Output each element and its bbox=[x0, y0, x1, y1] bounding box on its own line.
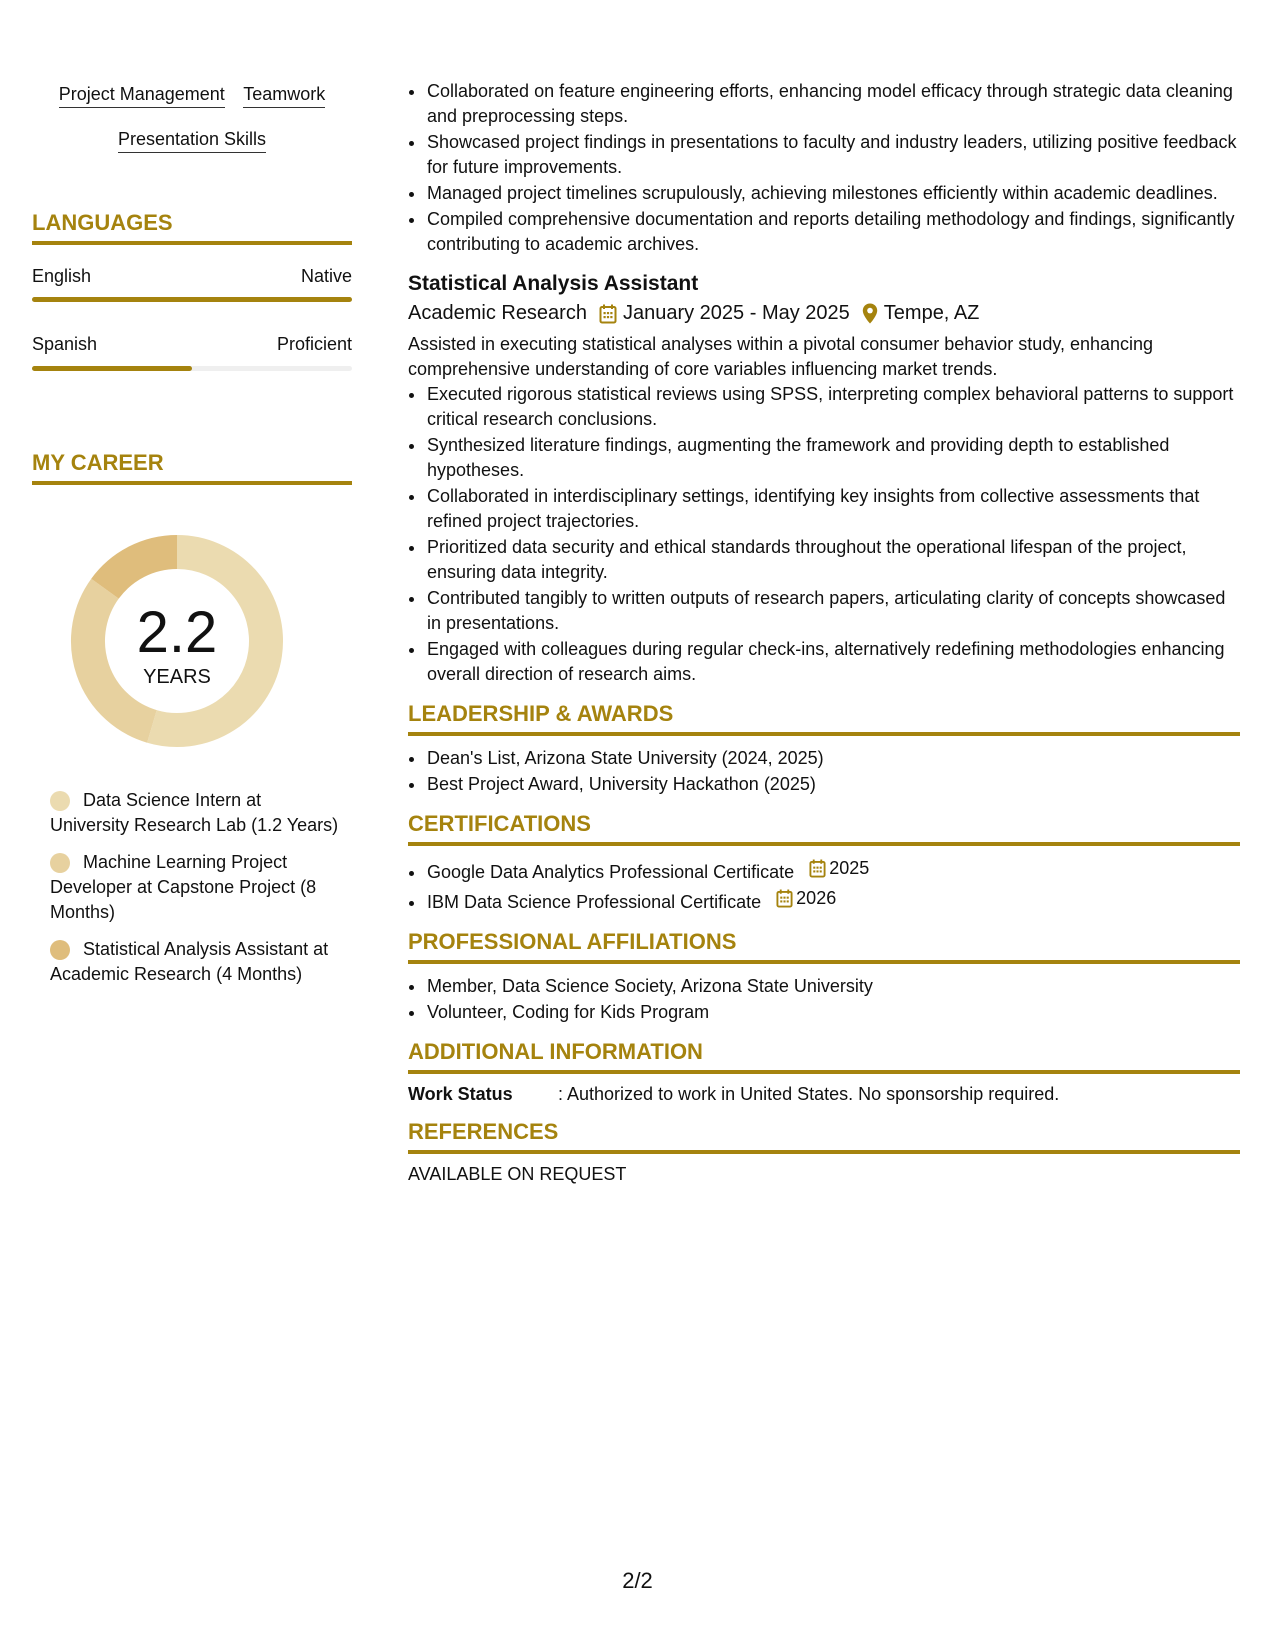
bullet-item: • Prioritized data security and ethical standards throughout the operational lifespan of the project, ensuring data integrity. bbox=[426, 535, 1240, 585]
career-legend-item bbox=[50, 850, 340, 925]
bullet-item: • Managed project timelines scrupulously, achieving milestones efficiently within academic deadlines. bbox=[426, 181, 1240, 206]
calendar-icon bbox=[809, 859, 826, 878]
references-heading: REFERENCES bbox=[408, 1119, 1240, 1154]
legend-dot bbox=[50, 853, 70, 873]
career-donut-chart bbox=[64, 528, 290, 754]
job-location: Tempe, AZ bbox=[883, 302, 980, 324]
career-heading: MY CAREER bbox=[32, 450, 352, 485]
certification-item bbox=[426, 856, 1240, 885]
certifications-heading: CERTIFICATIONS bbox=[408, 811, 1240, 846]
legend-dot bbox=[50, 940, 70, 960]
skill-tag: Project Management bbox=[59, 84, 225, 108]
work-status-row bbox=[408, 1084, 1240, 1105]
previous-job-bullets bbox=[408, 79, 1240, 257]
languages-heading: LANGUAGES bbox=[32, 210, 352, 245]
job-title: Statistical Analysis Assistant bbox=[408, 272, 699, 295]
bullet-item: • Compiled comprehensive documentation and reports detailing methodology and findings, significantly contributing to academic archives. bbox=[426, 207, 1240, 257]
job-company: Academic Research bbox=[408, 302, 587, 324]
job-bullets bbox=[408, 382, 1240, 687]
leadership-list bbox=[408, 746, 1240, 797]
skills-row-2 bbox=[32, 129, 352, 153]
career-legend-label: Statistical Analysis Assistant at Academic Research (4 Months) bbox=[50, 939, 329, 984]
career-legend-item bbox=[50, 937, 340, 987]
affiliations-heading: PROFESSIONAL AFFILIATIONS bbox=[408, 929, 1240, 964]
main-content bbox=[408, 79, 1240, 1185]
skill-tag: Presentation Skills bbox=[118, 129, 266, 153]
page-number: 2/2 bbox=[622, 1568, 653, 1593]
career-unit: YEARS bbox=[143, 666, 211, 688]
job-dates: January 2025 - May 2025 bbox=[622, 302, 850, 324]
career-legend-label: Machine Learning Project Developer at Capstone Project (8 Months) bbox=[50, 852, 317, 922]
language-bar-fill bbox=[32, 366, 192, 371]
language-bar-spanish bbox=[32, 366, 352, 371]
career-legend bbox=[50, 788, 340, 999]
skill-tag: Teamwork bbox=[243, 84, 325, 108]
affiliation-item: • Volunteer, Coding for Kids Program bbox=[426, 1000, 1240, 1025]
bullet-item: • Engaged with colleagues during regular check-ins, alternatively redefining methodologies enhancing overall direction of research aims. bbox=[426, 637, 1240, 687]
language-name: English bbox=[32, 266, 92, 286]
work-status-label: Work Status bbox=[408, 1084, 513, 1104]
career-legend-label: Data Science Intern at University Research Lab (1.2 Years) bbox=[50, 790, 339, 835]
certification-year: 2026 bbox=[796, 888, 837, 908]
job-meta bbox=[408, 302, 1240, 325]
bullet-item: • Executed rigorous statistical reviews using SPSS, interpreting complex behavioral patterns to support critical research conclusions. bbox=[426, 382, 1240, 432]
certification-item bbox=[426, 886, 1240, 915]
language-bar-fill bbox=[32, 297, 352, 302]
affiliations-list bbox=[408, 974, 1240, 1025]
career-total: 2.2 bbox=[136, 600, 218, 665]
job-entry bbox=[408, 272, 1240, 687]
references-text: AVAILABLE ON REQUEST bbox=[408, 1164, 627, 1184]
certification-name: IBM Data Science Professional Certificate bbox=[427, 892, 762, 912]
additional-info-heading: ADDITIONAL INFORMATION bbox=[408, 1039, 1240, 1074]
bullet-item: • Contributed tangibly to written outputs of research papers, articulating clarity of concepts showcased in presentations. bbox=[426, 586, 1240, 636]
legend-dot bbox=[50, 791, 70, 811]
affiliation-item: • Member, Data Science Society, Arizona State University bbox=[426, 974, 1240, 999]
bullet-item: • Synthesized literature findings, augmenting the framework and providing depth to established hypotheses. bbox=[426, 433, 1240, 483]
award-item: • Dean's List, Arizona State University (2024, 2025) bbox=[426, 746, 1240, 771]
calendar-icon bbox=[599, 304, 617, 324]
award-item: • Best Project Award, University Hackathon (2025) bbox=[426, 772, 1240, 797]
language-level: Proficient bbox=[276, 334, 352, 354]
certification-year: 2025 bbox=[829, 858, 870, 878]
certifications-list bbox=[408, 856, 1240, 915]
calendar-icon bbox=[776, 889, 793, 908]
language-name: Spanish bbox=[32, 334, 98, 354]
bullet-item: • Collaborated on feature engineering efforts, enhancing model efficacy through strategic data cleaning and preprocessing steps. bbox=[426, 79, 1240, 129]
work-status-value: : Authorized to work in United States. No sponsorship required. bbox=[558, 1084, 1060, 1104]
job-description: Assisted in executing statistical analyses within a pivotal consumer behavior study, enhancing comprehensive understanding of core variables influencing market trends. bbox=[408, 334, 1154, 379]
bullet-item: • Showcased project findings in presentations to faculty and industry leaders, utilizing positive feedback for future improvements. bbox=[426, 130, 1240, 180]
leadership-heading: LEADERSHIP & AWARDS bbox=[408, 701, 1240, 736]
certification-name: Google Data Analytics Professional Certificate bbox=[427, 862, 795, 882]
language-level: Native bbox=[300, 266, 352, 286]
career-legend-item bbox=[50, 788, 340, 838]
skills-row-1 bbox=[32, 84, 352, 108]
bullet-item: • Collaborated in interdisciplinary settings, identifying key insights from collective assessments that refined project trajectories. bbox=[426, 484, 1240, 534]
language-bar-english bbox=[32, 297, 352, 302]
map-pin-icon bbox=[862, 303, 878, 324]
donut-segment bbox=[105, 552, 177, 589]
